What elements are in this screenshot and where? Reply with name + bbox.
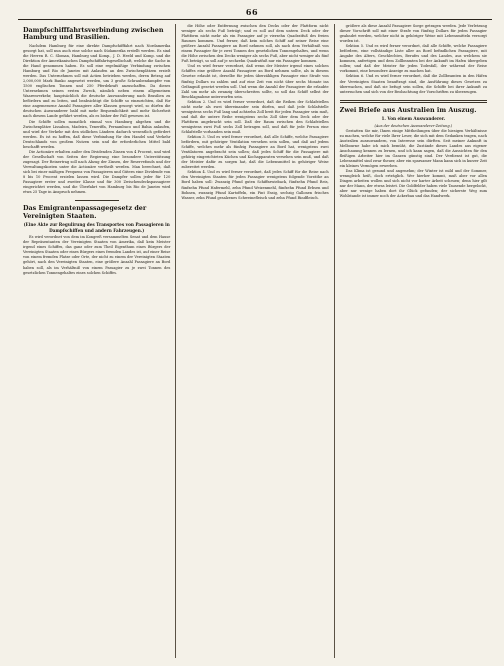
article-headline: Dampfschifffahrtsverbindung zwischen Hamburg und Brasilien. [23,26,164,42]
article-paragraph: Das Klima ist gesund und angenehm; der Winter ist mild und der Sommer, wenngleich heiß, doch erträglich. Wer hierher kommt, muß aber vor allen Dingen arbeiten wollen und sich nicht vor harter Arbeit scheuen; denn hier gilt nur der Mann, der etwas leistet. Die Goldfelder haben viele Tausende hergelockt, aber nur wenige haben dort ihr Glück gefunden; der sicherste Weg zum Wohlstande ist immer noch der Ackerbau und das Handwerk. [339,169,487,199]
article-paragraph: die Höhe oder Entfernung zwischen den Decks oder der Plattform nicht weniger als sechs Fuß beträgt; und es soll auf dem untern Deck oder der Plattform nicht mehr als ein Passagier auf je vierzehn Quadratfuß des freien Raumes kommen. Und ferner, daß kein solches Schiff auf seiner Reise eine größere Anzahl Passagiere an Bord nehmen soll, als nach dem Verhältniß von einem Passagier für je zwei Tonnen des gesetzlichen Tonnengehaltes, und wenn die Höhe zwischen den Decks weniger als sechs Fuß, aber nicht weniger als fünf Fuß beträgt, so soll auf je sechzehn Quadratfuß nur ein Passagier kommen. [181,24,329,64]
article-paragraph: Sektion 3. Und es wird ferner verordnet, daß alle Schiffe, welche Passagiere befördern, mit gehöriger Ventilation versehen sein sollen, und daß auf jedem Schiffe, welches mehr als fünfzig Passagiere an Bord hat, wenigstens zwei Ventilatoren angebracht sein sollen; daß jedes Schiff für die Passagiere mit gehörig eingerichteten Küchen und Kochapparaten versehen sein muß, und daß der Meister dafür zu sorgen hat, daß die Lebensmittel in gehöriger Weise zubereitet werden. [181,135,329,170]
article-paragraph: Und es wird ferner verordnet, daß wenn der Meister irgend eines solchen Schiffes eine größere Anzahl Passagiere an Bord nehmen sollte, als in diesem Gesetze erlaubt ist, derselbe für jeden überzähligen Passagier eine Strafe von fünfzig Dollars zu zahlen und auf eine Zeit von nicht über sechs Monate ins Gefängniß gesetzt werden soll. Und wenn die Anzahl der Passagiere die erlaubte Zahl um mehr als zwanzig überschreiten sollte, so soll das Schiff selbst der Beschlagnahme unterworfen sein. [181,64,329,99]
article-paragraph: größere als diese Anzahl Passagiere Sorge getragen werden. Jede Verletzung dieser Vorschrift soll mit einer Strafe von fünfzig Dollars für jeden Passagier geahndet werden, welcher nicht in gehöriger Weise mit Lebensmitteln versorgt worden ist. [339,24,487,44]
article-paragraph: Gestatten Sie mir, Ihnen einige Mittheilungen über die hiesigen Verhältnisse zu machen, welche für viele Ihrer Leser, die sich mit dem Gedanken tragen, nach Australien auszuwandern, von Interesse sein dürften. Seit meiner Ankunft in Melbourne habe ich mich bemüht, die Zustände dieses Landes aus eigener Anschauung kennen zu lernen, und ich kann sagen, daß die Aussichten für den fleißigen Arbeiter hier im Ganzen günstig sind. Der Verdienst ist gut, die Lebensmittel sind zwar theuer, aber ein sparsamer Mann kann sich in kurzer Zeit ein kleines Vermögen erwerben. [339,128,487,169]
article-paragraph: Die Actionäre erhalten außer den Dividenden Zinsen von 4 Procent, und wird der Gesellschaft von Seiten der Regierung eine besondere Unterstützung zugesagt. Der Reinertrag soll nach Abzug der Zinsen, der Reservefonds und der Verwaltungskosten unter die Actionäre vertheilt werden. Man berechnet, daß sich bei einer mäßigen Frequenz von Passagieren und Gütern eine Dividende von 8 bis 10 Procent erzielen lassen wird. Die Dampfer sollen jeder für 120 Passagiere erster und zweiter Klasse und für 300 Zwischendeckspassagiere eingerichtet werden, und die Überfahrt von Hamburg bis Rio de Janeiro wird etwa 25 Tage in Anspruch nehmen. [23,149,171,195]
article-paragraph: Es wird verordnet von dem im Kongreß versammelten Senat und dem Hause der Repräsentanten der Vereinigten Staaten von Amerika, daß kein Meister irgend eines Schiffes, das ganz oder zum Theil Eigenthum eines Bürgers der Vereinigten Staaten oder eines Bürgers eines fremden Landes ist, auf einer Reise von einem fremden Platze oder Orte, der nicht zu einem der Vereinigten Staaten gehört, nach den Vereinigten Staaten, eine größere Anzahl Passagiere an Bord haben soll, als im Verhältniß von einem Passagier zu je zwei Tonnen des gesetzlichen Tonnengehaltes eines solchen Schiffes. [23,235,171,275]
text-columns [18,24,492,658]
section-divider [340,100,487,103]
section-divider [75,200,119,201]
article-paragraph: Sektion 5. Und es wird ferner verordnet, daß alle Schiffe, welche Passagiere befördern, eine vollständige Liste aller an Bord befindlichen Passagiere, mit Angabe des Alters, Geschlechtes, Berufes und des Landes, aus welchem sie kommen, anfertigen und dem Zollbeamten bei der Ankunft im Hafen übergeben sollen; und daß der Meister für jeden Todesfall, der während der Reise vorkommt, eine besondere Anzeige zu machen hat. [339,44,487,74]
column-3 [334,24,492,658]
header-rule [18,19,492,20]
column-1 [18,24,175,658]
page-number: 66 [245,7,259,17]
article-paragraph: Die Schiffe sollen monatlich einmal von Hamburg abgehen und die Zwischenplätze Lissabon, Madeira, Teneriffa, Pernambuco und Bahia anlaufen, und wird der Verkehr mit den südlichen Ländern dadurch wesentlich gefördert werden. Es ist zu hoffen, daß diese Verbindung für den Handel und Verkehr Deutschlands von großem Nutzen sein und die erforderlichen Mittel bald beschafft werden. [23,119,171,149]
article-headline: Das Emigrantenpassagegesetz der Vereinigten Staaten. [23,204,147,220]
article-paragraph: Sektion 6. Und es wird ferner verordnet, daß die Zollbeamten in den Häfen der Vereinigten Staaten beauftragt sind, die Ausführung dieses Gesetzes zu überwachen, und daß sie befugt sein sollen, die Schiffe bei ihrer Ankunft zu untersuchen und sich von der Beobachtung der Vorschriften zu überzeugen. [339,74,487,94]
article-source-note: (Aus der deutschen Auswanderer-Zeitung.) [374,123,453,128]
article-paragraph: Sektion 4. Und es wird ferner verordnet, daß jedes Schiff für die Reise nach den Vereinigten Staaten für jeden Passagier wenigstens folgende Vorräthe an Bord haben soll: Zwanzig Pfund guten Schiffszwieback, fünfzehn Pfund Reis, fünfzehn Pfund Hafermehl, zehn Pfund Weizenmehl, fünfzehn Pfund Erbsen und Bohnen, zwanzig Pfund Kartoffeln, ein Pint Essig, sechzig Gallonen frisches Wasser, zehn Pfund gesalzenes Schweinefleisch und zehn Pfund Rindfleisch. [181,170,329,200]
column-2 [175,24,333,658]
article-subheading: (Eine Akte zur Regulirung des Transportes von Passagieren in Dampfschiffen und andern Fahrzeugen.) [23,222,170,233]
article-subheading: 1. Von einem Auswanderer. [381,116,446,122]
article-paragraph: Nachdem Hamburg für eine direkte Dampfschifffahrt nach Nordamerika gesorgt hat, soll nun auch eine solche nach Südamerika erstellt werden. Es sind die Herren R. C. Sloman, Hamburg und Komp., J. D. Heeld und Komp. und die Direktion der Amerikanischen Dampfschiffahrtsgesellschaft, welche die Sache in die Hand genommen haben. Es soll eine regelmäßige Verbindung zwischen Hamburg und Rio de Janeiro mit Anlaufen an den Zwischenplätzen erzielt werden. Das Unternehmen soll mit Actien betrieben werden, deren Betrag auf 2,000,000 Mark Banko angesetzt werden, um 3 große Schraubendampfer von 1500 englischen Tonnen und 250 Pferdekraft anzuschaffen. Da dieses Unternehmen seinen ersten Zweck, nämlich neben einem allgemeinen Waarenverkehr, hauptsächlich die deutsche Auswanderung nach Brasilien zu befördern und zu leiten, und beabsichtigt die Schiffe so einzurichten, daß für eine angemessene Anzahl Passagiere aller Klassen gesorgt wird, so dürfen die deutschen Auswanderer bald mit mehr Bequemlichkeit und mehr Sicherheit nach diesem Lande geführt werden, als es bisher der Fall gewesen ist. [23,43,171,119]
article-paragraph: Sektion 2. Und es wird ferner verordnet, daß die Reihen der Schlafstellen nicht mehr als zwei übereinander sein dürfen, und daß jede Schlafstelle wenigstens sechs Fuß lang und achtzehn Zoll breit für jeden Passagier sein muß, und daß die untere Reihe wenigstens sechs Zoll über dem Deck oder der Plattform angebracht sein soll. Daß der Raum zwischen den Schlafstellen wenigstens zwei Fuß sechs Zoll betragen soll, und daß für jede Person eine Schlafstelle vorhanden sein muß. [181,99,329,134]
article-headline: Zwei Briefe aus Australien im Auszug. [339,105,477,114]
